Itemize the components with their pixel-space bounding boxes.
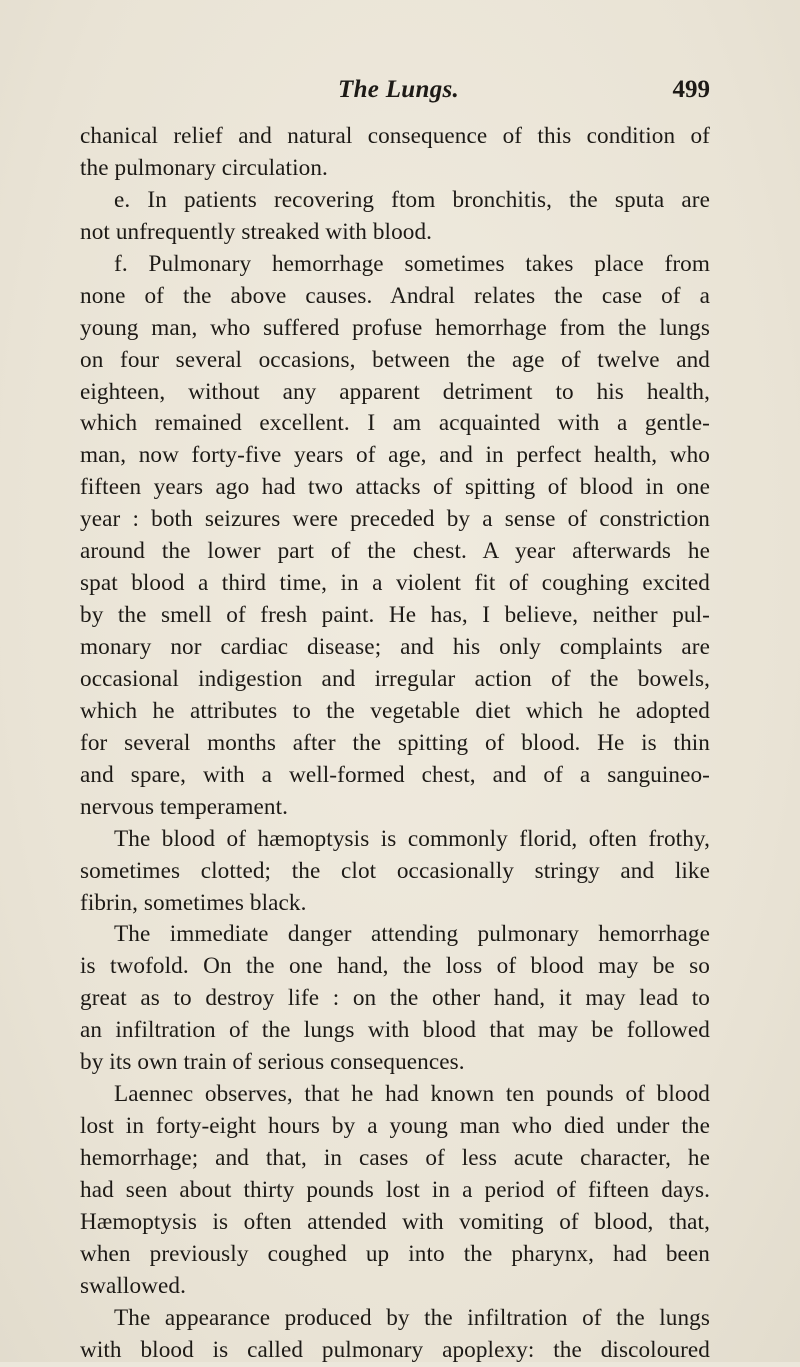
- text-line: the pulmonary circulation.: [80, 154, 328, 181]
- text-line: The appearance produced by the infiltration of the lungs: [114, 1304, 710, 1331]
- text-line: year : both seizures were preceded by a sense of constriction: [80, 506, 710, 533]
- running-head: [80, 76, 710, 112]
- text-line: occasional indigestion and irregular action of the bowels,: [80, 665, 710, 692]
- text-line: f. Pulmonary hemorrhage sometimes takes place from: [114, 250, 710, 277]
- text-line: hemorrhage; and that, in cases of less acute character, he: [80, 1145, 710, 1171]
- running-title: The Lungs.: [338, 76, 460, 103]
- text-line: none of the above causes. Andral relates the case of a: [80, 282, 710, 309]
- text-line: around the lower part of the chest. A year afterwards he: [80, 538, 710, 565]
- text-line: eighteen, without any apparent detriment to his health,: [80, 378, 710, 405]
- text-line: and spare, with a well-formed chest, and of a sanguineo-: [80, 761, 710, 788]
- text-line: fifteen years ago had two attacks of spitting of blood in one: [80, 474, 710, 501]
- text-line: lost in forty-eight hours by a young man who died under the: [80, 1113, 710, 1140]
- text-line: Hæmoptysis is often attended with vomiting of blood, that,: [80, 1208, 710, 1235]
- text-line: which remained excellent. I am acquainted with a gentle-: [80, 410, 710, 437]
- text-line: young man, who suffered profuse hemorrhage from the lungs: [80, 314, 710, 341]
- text-line: on four several occasions, between the age of twelve and: [80, 346, 710, 373]
- text-line: sometimes clotted; the clot occasionally stringy and like: [80, 857, 710, 884]
- text-line: fibrin, sometimes black.: [80, 889, 307, 916]
- text-line: for several months after the spitting of blood. He is thin: [80, 729, 710, 756]
- text-line: had seen about thirty pounds lost in a period of fifteen days.: [80, 1176, 710, 1203]
- text-line: great as to destroy life : on the other hand, it may lead to: [80, 985, 710, 1012]
- text-line: Laennec observes, that he had known ten pounds of blood: [114, 1081, 710, 1108]
- text-line: man, now forty-five years of age, and in perfect health, who: [80, 442, 710, 469]
- text-line: swallowed.: [80, 1272, 186, 1299]
- page-number: 499: [672, 76, 710, 103]
- text-line: by the smell of fresh paint. He has, I believe, neither pul-: [80, 602, 710, 629]
- text-line: an infiltration of the lungs with blood that may be followed: [80, 1017, 710, 1044]
- text-line: The blood of hæmoptysis is commonly florid, often frothy,: [114, 825, 710, 852]
- text-line: which he attributes to the vegetable diet which he adopted: [80, 697, 710, 724]
- body-text: [80, 121, 710, 1367]
- text-line: monary nor cardiac disease; and his only complaints are: [80, 634, 710, 660]
- text-line: spat blood a third time, in a violent fit of coughing excited: [80, 570, 710, 597]
- text-line: The immediate danger attending pulmonary hemorrhage: [114, 921, 710, 948]
- text-line: e. In patients recovering ftom bronchitis, the sputa are: [114, 186, 710, 213]
- text-line: chanical relief and natural consequence of this condition of: [80, 123, 710, 149]
- text-line: with blood is called pulmonary apoplexy: the discoloured: [80, 1336, 710, 1363]
- text-line: when previously coughed up into the pharynx, had been: [80, 1240, 710, 1267]
- text-line: nervous temperament.: [80, 793, 289, 820]
- text-line: by its own train of serious consequences.: [80, 1049, 465, 1076]
- text-line: is twofold. On the one hand, the loss of blood may be so: [80, 953, 710, 980]
- text-line: not unfrequently streaked with blood.: [80, 218, 433, 245]
